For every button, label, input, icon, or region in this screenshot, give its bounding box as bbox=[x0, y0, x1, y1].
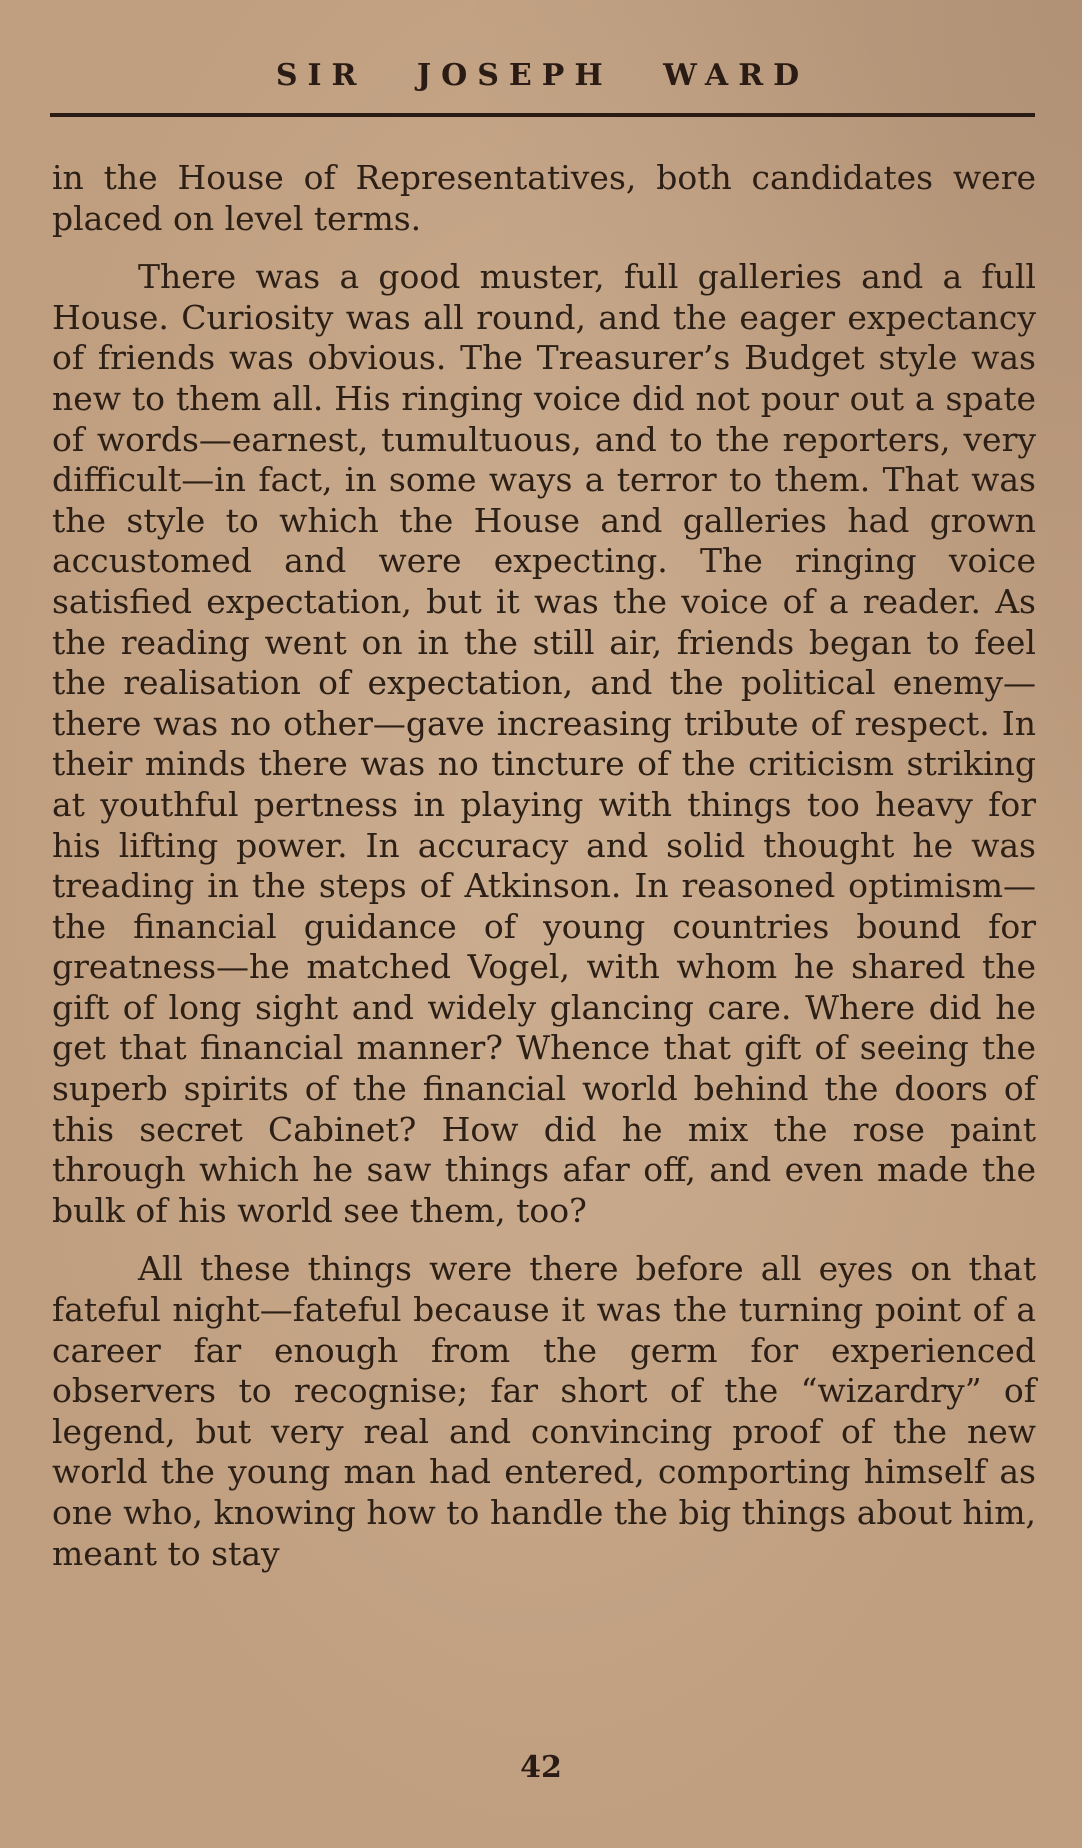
running-head: SIR JOSEPH WARD bbox=[275, 58, 810, 93]
body-text bbox=[52, 158, 1036, 1592]
paragraph: There was a good muster, full galleries and a full House. Curiosity was all round, and the eager expectancy of friends was obvious. The Treasurer’s Budget style was new to them all. His ringing voice did not pour out a spate of words—earnest, tumultuous, and to the reporters, very difficult—in fact, in some ways a terror to them. That was the style to which the House and galleries had grown accustomed and were expecting. The ringing voice satisfied expectation, but it was the voice of a reader. As the reading went on in the still air, friends began to feel the realisation of expectation, and the political enemy—there was no other—gave increasing tribute of respect. In their minds there was no tincture of the criticism striking at youthful pertness in playing with things too heavy for his lifting power. In accuracy and solid thought he was treading in the steps of Atkinson. In reasoned optimism—the financial guidance of young countries bound for greatness—he matched Vogel, with whom he shared the gift of long sight and widely glancing care. Where did he get that financial manner? Whence that gift of seeing the superb spirits of the financial world behind the doors of this secret Cabinet? How did he mix the rose paint through which he saw things afar off, and even made the bulk of his world see them, too? bbox=[52, 257, 1036, 1230]
paragraph-continuation: in the House of Representatives, both candidates were placed on level terms. bbox=[52, 158, 1036, 238]
paragraph: All these things were there before all eyes on that fateful night—fateful because it was the turning point of a career far enough from the germ for experienced observers to recognise; far short of the “wizardry” of legend, but very real and convincing proof of the new world the young man had entered, comporting himself as one who, knowing how to handle the big things about him, meant to stay bbox=[52, 1249, 1036, 1573]
page-number: 42 bbox=[520, 1750, 562, 1785]
header-rule bbox=[50, 113, 1035, 117]
